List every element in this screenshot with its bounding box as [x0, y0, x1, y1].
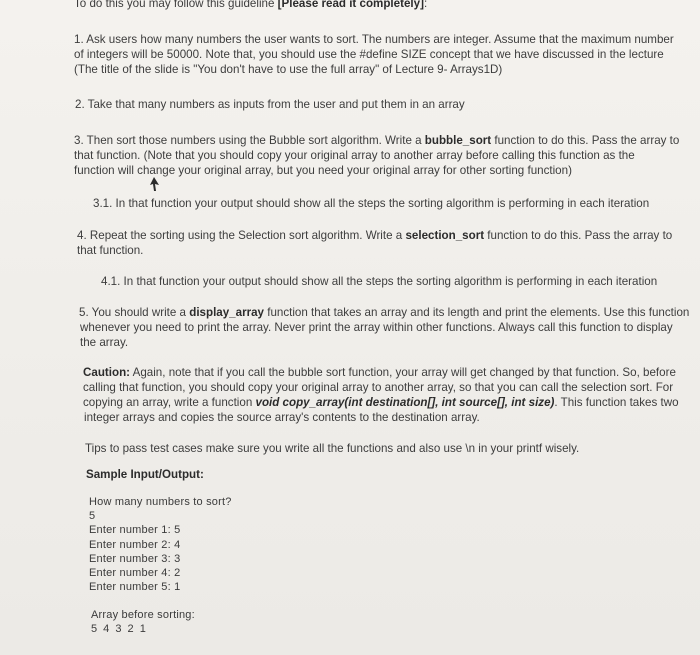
item-3-line-1 — [74, 133, 679, 148]
item-3-text-a: 3. Then sort those numbers using the Bubble sort algorithm. Write a — [74, 134, 425, 147]
item-4-text-c: function to do this. Pass the array to — [484, 229, 673, 242]
caution-label: Caution: — [83, 366, 131, 379]
item-5-text-a: 5. You should write a — [79, 306, 190, 319]
item-3-1-line-1: 3.1. In that function your output should show all the steps the sorting algorithm is performing in each iteration — [93, 197, 650, 210]
sample-before-block — [91, 608, 195, 636]
item-4-text-a: 4. Repeat the sorting using the Selection sort algorithm. Write a — [77, 229, 406, 242]
caution-text-3c: . This function takes two — [554, 396, 679, 409]
intro-line — [74, 0, 427, 11]
item-3-text-c: function to do this. Pass the array to — [491, 134, 680, 147]
item-1-line-3: (The title of the slide is "You don't have to use the full array" of Lecture 9- Arrays1D) — [74, 63, 503, 76]
item-5-line-3: the array. — [80, 336, 129, 349]
sample-io-line: Enter number 4: 2 — [89, 567, 181, 580]
intro-colon: : — [423, 0, 428, 10]
sample-io-line: Enter number 2: 4 — [89, 538, 181, 551]
selection-sort-term: selection_sort — [405, 229, 485, 242]
caution-line-1 — [83, 365, 676, 380]
caution-text-1: Again, note that if you call the bubble sort function, your array will get changed by that function. So, before — [130, 366, 676, 379]
caution-line-3 — [83, 395, 679, 410]
copy-array-signature: void copy_array(int destination[], int source[], int size) — [255, 396, 555, 409]
intro-text: To do this you may follow this guideline — [74, 0, 278, 10]
item-1-line-2: of integers will be 50000. Note that, you should use the #define SIZE concept that we have discussed in the lecture — [74, 48, 664, 61]
tips-line: Tips to pass test cases make sure you write all the functions and also use \n in your printf wisely. — [85, 442, 580, 455]
item-4-line-1 — [77, 228, 672, 243]
sample-io-block — [89, 495, 232, 594]
bubble-sort-term: bubble_sort — [424, 134, 492, 147]
item-5-line-1 — [79, 305, 689, 320]
item-5-text-c: function that takes an array and its length and print the elements. Use this function — [264, 306, 690, 319]
array-before-values: 5 4 3 2 1 — [91, 623, 148, 636]
item-5-line-2: whenever you need to print the array. Never print the array within other functions. Always call this function to display — [80, 321, 673, 334]
caution-line-2: calling that function, you should copy your original array to another array, so that you can call the selection sort. For — [83, 381, 674, 394]
sample-io-line: How many numbers to sort? — [89, 496, 232, 508]
item-4-line-2: that function. — [77, 244, 144, 257]
sample-io-line: 5 — [89, 510, 96, 523]
item-3-line-3: function will change your original array, but you need your original array for other sorting function) — [74, 164, 572, 177]
sample-io-line: Enter number 3: 3 — [89, 552, 181, 565]
item-4-1-line-1: 4.1. In that function your output should show all the steps the sorting algorithm is performing in each iteration — [101, 275, 658, 288]
sample-io-line: Enter number 1: 5 — [89, 524, 181, 537]
array-before-label: Array before sorting: — [91, 609, 195, 621]
item-3-line-2: that function. (Note that you should copy your original array to another array before calling this function as the — [74, 149, 635, 162]
mouse-cursor-icon — [148, 176, 162, 192]
intro-bold-text: [Please read it completely] — [277, 0, 424, 10]
item-2-line-1: 2. Take that many numbers as inputs from the user and put them in an array — [75, 98, 465, 111]
caution-text-3a: copying an array, write a function — [83, 396, 256, 409]
sample-io-line: Enter number 5: 1 — [89, 581, 181, 594]
caution-line-4: integer arrays and copies the source array's contents to the destination array. — [84, 411, 480, 424]
sample-heading: Sample Input/Output: — [86, 468, 204, 481]
display-array-term: display_array — [189, 306, 264, 319]
item-1-line-1: 1. Ask users how many numbers the user wants to sort. The numbers are integer. Assume that the maximum number — [74, 33, 674, 46]
